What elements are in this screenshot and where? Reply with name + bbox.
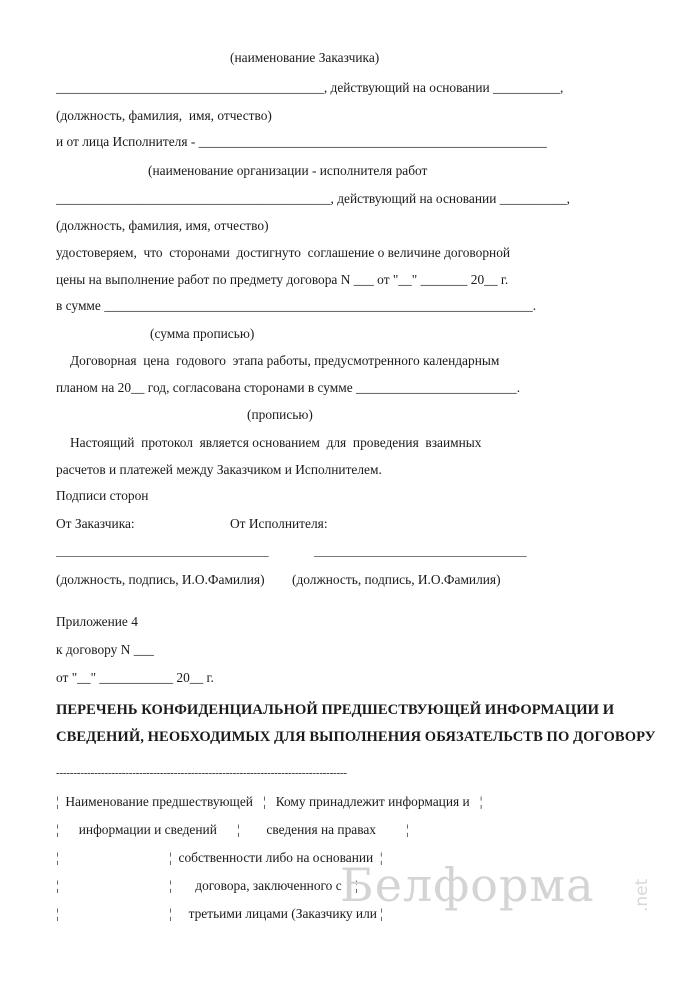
customer-signature-caption: (должность, подпись, И.О.Фамилия) bbox=[56, 572, 265, 587]
annual-price-line-2: планом на 20__ год, согласована сторонами в сумме ________________________. bbox=[56, 380, 521, 395]
document-heading-line-1: ПЕРЕЧЕНЬ КОНФИДЕНЦИАЛЬНОЙ ПРЕДШЕСТВУЮЩЕЙ ИНФОРМАЦИИ И bbox=[56, 702, 615, 718]
signatures-heading: Подписи сторон bbox=[56, 488, 149, 503]
belforma-watermark-suffix: .net bbox=[632, 878, 652, 912]
protocol-basis-line-2: расчетов и платежей между Заказчиком и Исполнителем. bbox=[56, 462, 382, 477]
executor-signature-caption: (должность, подпись, И.О.Фамилия) bbox=[292, 572, 501, 587]
appendix-number: Приложение 4 bbox=[56, 614, 138, 629]
annual-price-line-1: Договорная цена годового этапа работы, предусмотренного календарным bbox=[70, 353, 500, 368]
customer-representative-line: ________________________________________, действующий на основании __________, bbox=[56, 80, 564, 95]
executor-position-caption: (должность, фамилия, имя, отчество) bbox=[56, 218, 269, 233]
executor-line: и от лица Исполнителя - ____________________________________________________ bbox=[56, 134, 547, 149]
executor-signature-line: ______________________________________ bbox=[314, 546, 527, 558]
table-row: ¦ информации и сведений ¦ сведения на правах ¦ bbox=[56, 822, 409, 837]
agreement-paragraph-line-2: цены на выполнение работ по предмету договора N ___ от "__" _______ 20__ г. bbox=[56, 272, 509, 287]
document-heading-line-2: СВЕДЕНИЙ, НЕОБХОДИМЫХ ДЛЯ ВЫПОЛНЕНИЯ ОБЯЗАТЕЛЬСТВ ПО ДОГОВОРУ bbox=[56, 729, 656, 745]
executor-representative-line: _________________________________________, действующий на основании __________, bbox=[56, 191, 571, 206]
customer-name-caption: (наименование Заказчика) bbox=[230, 50, 380, 65]
from-executor-label: От Исполнителя: bbox=[230, 516, 328, 531]
sum-words-caption: (сумма прописью) bbox=[150, 326, 255, 341]
from-customer-label: От Заказчика: bbox=[56, 516, 135, 531]
table-top-border: ------------------------------------------------------------------------------------ bbox=[56, 767, 347, 779]
table-row: ¦ ¦ договора, заключенного с ¦ bbox=[56, 878, 358, 893]
agreement-paragraph-line-1: удостоверяем, что сторонами достигнуто соглашение о величине договорной bbox=[56, 245, 511, 260]
appendix-contract-ref: к договору N ___ bbox=[56, 642, 154, 657]
table-row: ¦ ¦ собственности либо на основании ¦ bbox=[56, 850, 383, 865]
protocol-basis-line-1: Настоящий протокол является основанием для проведения взаимных bbox=[70, 435, 482, 450]
customer-signature-line: ______________________________________ bbox=[56, 546, 269, 558]
customer-position-caption: (должность, фамилия, имя, отчество) bbox=[56, 108, 272, 123]
belforma-watermark: Белформа bbox=[340, 858, 595, 912]
appendix-date: от "__" ___________ 20__ г. bbox=[56, 670, 214, 685]
words-caption: (прописью) bbox=[247, 407, 313, 422]
table-row: ¦ Наименование предшествующей ¦ Кому принадлежит информация и ¦ bbox=[56, 794, 483, 809]
table-row: ¦ ¦ третьими лицами (Заказчику или ¦ bbox=[56, 906, 383, 921]
sum-line: в сумме ________________________________________________________________. bbox=[56, 298, 537, 313]
executor-org-caption: (наименование организации - исполнителя работ bbox=[148, 163, 428, 178]
